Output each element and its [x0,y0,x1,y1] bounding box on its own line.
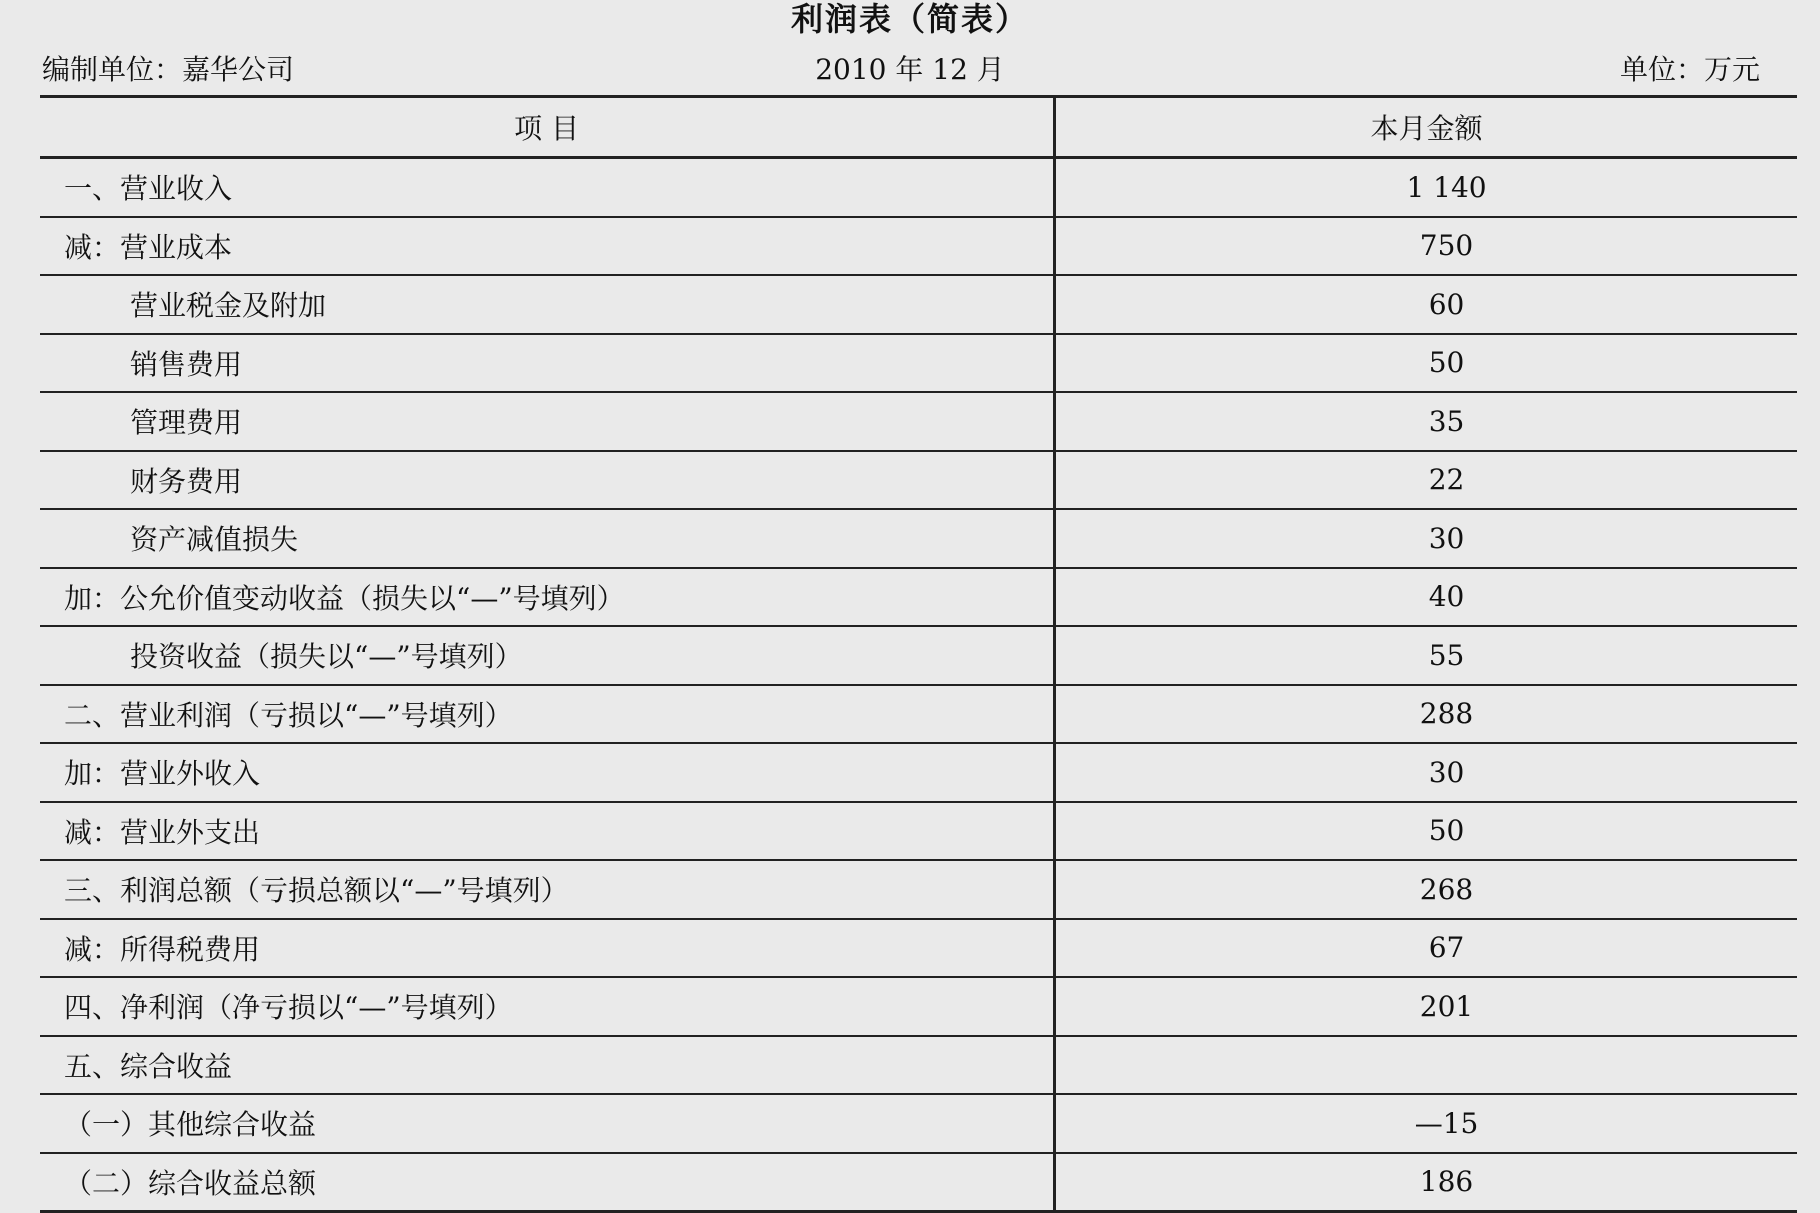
row-item-label: （一）其他综合收益 [40,1094,1055,1153]
table-row [40,802,1797,861]
period-label: 2010 年 12 月 [815,53,1005,86]
row-item-label: 资产减值损失 [40,509,1055,568]
table-row [40,275,1797,334]
row-amount: 30 [1055,509,1797,568]
table-row [40,217,1797,276]
table-row [40,977,1797,1036]
column-header-amount: 本月金额 [1055,97,1797,158]
row-amount [1055,1036,1797,1095]
row-amount: 750 [1055,217,1797,276]
table-row [40,158,1797,217]
row-item-label: 减：营业外支出 [40,802,1055,861]
table-row [40,509,1797,568]
unit-label: 单位：万元 [1619,53,1760,86]
row-amount: 186 [1055,1153,1797,1212]
row-amount: —15 [1055,1094,1797,1153]
table-row [40,568,1797,627]
row-amount: 22 [1055,451,1797,510]
row-item-label: 管理费用 [40,392,1055,451]
row-amount: 50 [1055,802,1797,861]
income-statement-table [40,95,1797,1213]
row-amount: 50 [1055,334,1797,393]
row-amount: 30 [1055,743,1797,802]
table-row [40,860,1797,919]
table-row [40,1094,1797,1153]
row-item-label: 四、净利润（净亏损以“—”号填列） [40,977,1055,1036]
table-row [40,743,1797,802]
row-item-label: 投资收益（损失以“—”号填列） [40,626,1055,685]
row-item-label: 销售费用 [40,334,1055,393]
row-item-label: 三、利润总额（亏损总额以“—”号填列） [40,860,1055,919]
row-item-label: （二）综合收益总额 [40,1153,1055,1212]
column-header-item: 项 目 [40,97,1055,158]
row-item-label: 加：营业外收入 [40,743,1055,802]
row-item-label: 营业税金及附加 [40,275,1055,334]
row-item-label: 二、营业利润（亏损以“—”号填列） [40,685,1055,744]
table-row [40,685,1797,744]
row-amount: 60 [1055,275,1797,334]
row-amount: 1 140 [1055,158,1797,217]
row-item-label: 加：公允价值变动收益（损失以“—”号填列） [40,568,1055,627]
row-amount: 40 [1055,568,1797,627]
row-amount: 268 [1055,860,1797,919]
table-row [40,392,1797,451]
row-amount: 288 [1055,685,1797,744]
table-row [40,451,1797,510]
table-row [40,626,1797,685]
row-item-label: 五、综合收益 [40,1036,1055,1095]
row-amount: 67 [1055,919,1797,978]
row-amount: 55 [1055,626,1797,685]
table-row [40,1036,1797,1095]
table-row [40,919,1797,978]
row-item-label: 减：营业成本 [40,217,1055,276]
table-row [40,1153,1797,1212]
row-amount: 201 [1055,977,1797,1036]
row-item-label: 减：所得税费用 [40,919,1055,978]
table-row [40,334,1797,393]
row-amount: 35 [1055,392,1797,451]
preparer-label: 编制单位：嘉华公司 [42,53,295,86]
table-header-row [40,97,1797,158]
statement-title: 利润表（简表） [790,0,1029,38]
row-item-label: 财务费用 [40,451,1055,510]
row-item-label: 一、营业收入 [40,158,1055,217]
